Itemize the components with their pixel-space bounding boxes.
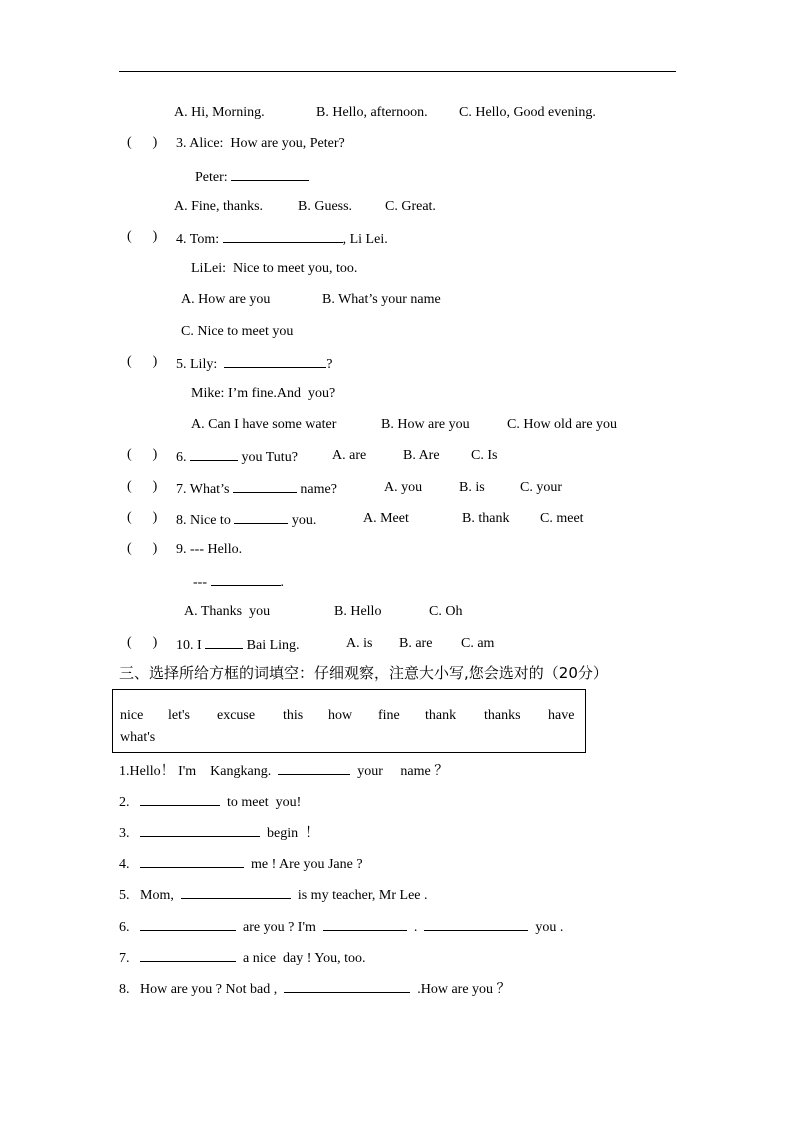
q8-option-c: C. meet [540, 511, 584, 526]
fill-blank[interactable] [140, 854, 244, 868]
q6-prompt: 6. you Tutu? [176, 447, 298, 467]
word-box-item: excuse [217, 708, 256, 723]
q2-option-b: B. Hello, afternoon. [316, 105, 428, 120]
fill-sentence-4: 4. me ! Are you Jane ? [119, 854, 363, 874]
fill-blank[interactable] [140, 792, 220, 806]
fill-sentence-1: 1.Hello！ I'm Kangkang. your name ？ [119, 761, 448, 781]
q3-option-c: C. Great. [385, 199, 436, 214]
answer-paren-q4[interactable]: ( ) [127, 229, 158, 244]
fill-sentence-5: 5. Mom, is my teacher, Mr Lee . [119, 885, 428, 905]
q4-option-b: B. What’s your name [322, 292, 441, 307]
q8-blank[interactable] [234, 510, 288, 524]
q9-option-a: A. Thanks you [184, 604, 271, 619]
q5-blank[interactable] [224, 354, 326, 368]
q6-option-a: A. are [332, 448, 367, 463]
answer-paren-q3[interactable]: ( ) [127, 135, 158, 150]
word-box-item: thanks [484, 708, 521, 723]
word-box-item: let's [168, 708, 190, 723]
q8-option-b: B. thank [462, 511, 510, 526]
q5-reply: Mike: I’m fine.And you? [191, 386, 336, 401]
q2-option-a: A. Hi, Morning. [174, 105, 265, 120]
fill-blank[interactable] [140, 823, 260, 837]
word-box-item: how [328, 708, 353, 723]
q5-option-b: B. How are you [381, 417, 470, 432]
q10-option-a: A. is [346, 636, 373, 651]
q5-option-a: A. Can I have some water [191, 417, 337, 432]
fill-blank[interactable] [140, 917, 236, 931]
word-box-item: this [283, 708, 304, 723]
q4-option-a: A. How are you [181, 292, 271, 307]
q10-prompt: 10. I Bai Ling. [176, 635, 300, 655]
q4-reply: LiLei: Nice to meet you, too. [191, 261, 358, 276]
q9-blank[interactable] [211, 572, 281, 586]
fill-blank[interactable] [284, 979, 410, 993]
fill-blank[interactable] [278, 761, 350, 775]
fill-sentence-7: 7. a nice day ! You, too. [119, 948, 366, 968]
q3-blank[interactable] [231, 167, 309, 181]
word-box-item: nice [120, 708, 144, 723]
fill-sentence-3: 3. begin ！ [119, 823, 319, 843]
header-rule [119, 71, 676, 72]
q8-prompt: 8. Nice to you. [176, 510, 316, 530]
fill-blank[interactable] [424, 917, 528, 931]
q4-prompt: 4. Tom: , Li Lei. [176, 229, 388, 249]
word-box-item: have [548, 708, 575, 723]
q9-reply: --- . [193, 572, 284, 592]
q8-option-a: A. Meet [363, 511, 409, 526]
q10-option-c: C. am [461, 636, 495, 651]
fill-blank[interactable] [181, 885, 291, 899]
q7-option-b: B. is [459, 480, 485, 495]
word-box-item: fine [378, 708, 400, 723]
q5-option-c: C. How old are you [507, 417, 618, 432]
answer-paren-q5[interactable]: ( ) [127, 354, 158, 369]
answer-paren-q9[interactable]: ( ) [127, 541, 158, 556]
q9-prompt: 9. --- Hello. [176, 542, 243, 557]
q5-prompt: 5. Lily: ? [176, 354, 332, 374]
q3-prompt: 3. Alice: How are you, Peter? [176, 136, 345, 151]
q10-blank[interactable] [205, 635, 243, 649]
q7-prompt: 7. What’s name? [176, 479, 337, 499]
answer-paren-q7[interactable]: ( ) [127, 479, 158, 494]
q7-option-c: C. your [520, 480, 562, 495]
q6-blank[interactable] [190, 447, 238, 461]
q9-option-c: C. Oh [429, 604, 463, 619]
answer-paren-q10[interactable]: ( ) [127, 635, 158, 650]
q2-option-c: C. Hello, Good evening. [459, 105, 596, 120]
fill-blank[interactable] [323, 917, 407, 931]
q6-option-b: B. Are [403, 448, 440, 463]
q4-option-c: C. Nice to meet you [181, 324, 294, 339]
q3-option-a: A. Fine, thanks. [174, 199, 264, 214]
q10-option-b: B. are [399, 636, 433, 651]
q9-option-b: B. Hello [334, 604, 382, 619]
fill-sentence-8: 8. How are you ? Not bad , .How are you ？ [119, 979, 511, 999]
q7-option-a: A. you [384, 480, 423, 495]
q3-reply: Peter: [195, 167, 309, 187]
q4-blank[interactable] [223, 229, 343, 243]
answer-paren-q8[interactable]: ( ) [127, 510, 158, 525]
answer-paren-q6[interactable]: ( ) [127, 447, 158, 462]
q6-option-c: C. Is [471, 448, 498, 463]
q7-blank[interactable] [233, 479, 297, 493]
fill-sentence-2: 2. to meet you! [119, 792, 301, 812]
word-box-item: thank [425, 708, 457, 723]
q3-option-b: B. Guess. [298, 199, 353, 214]
word-box-item: what's [120, 730, 156, 745]
fill-sentence-6: 6. are you ? I'm . you . [119, 917, 563, 937]
fill-blank[interactable] [140, 948, 236, 962]
section3-title: 三、选择所给方框的词填空：仔细观察，注意大小写,您会选对的（20分） [119, 664, 608, 682]
